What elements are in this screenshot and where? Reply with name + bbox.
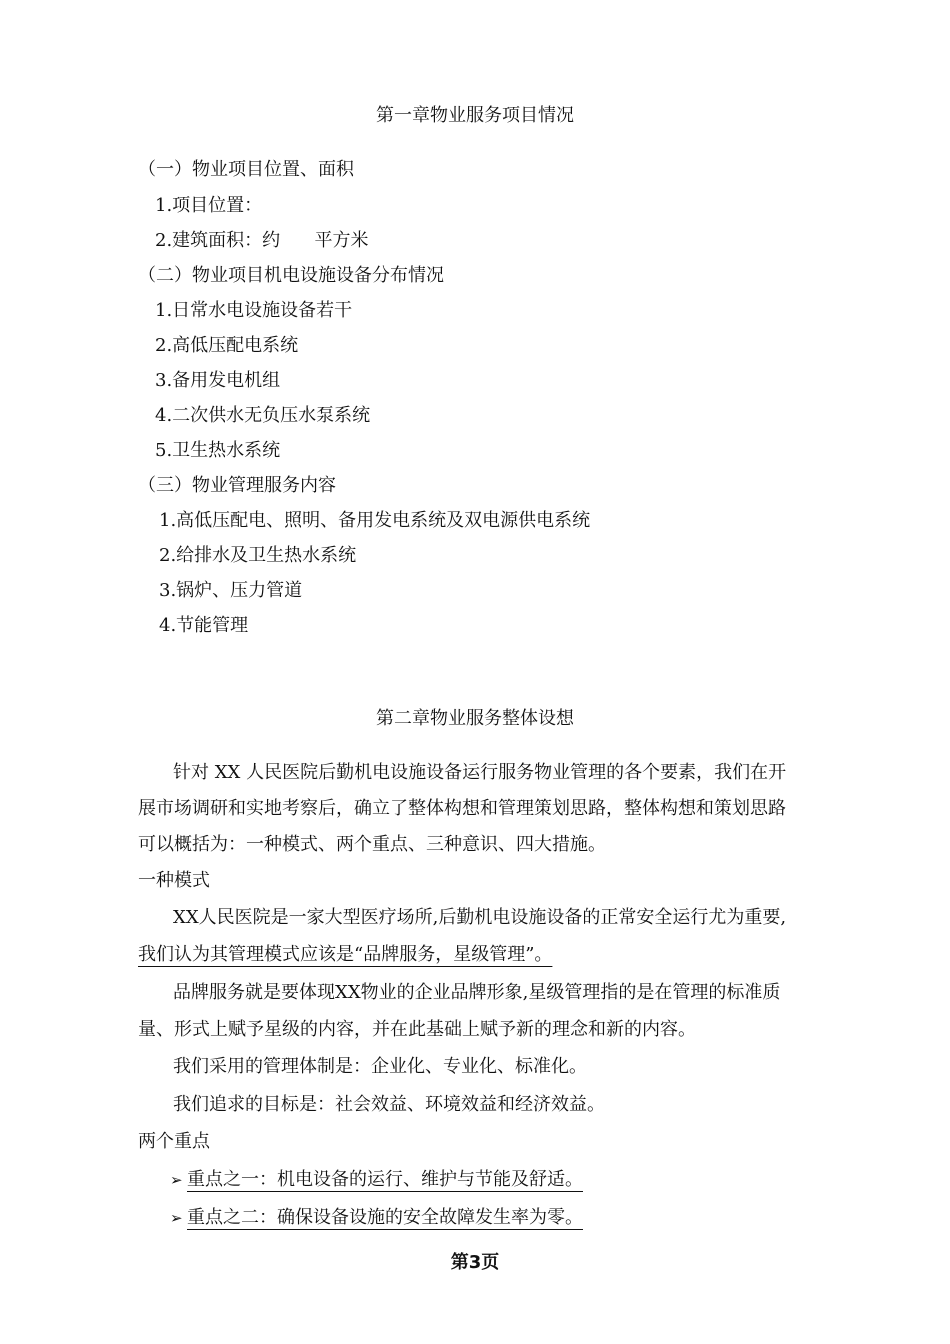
list-item: 2.高低压配电系统 [155,335,299,356]
page-number: 第3页 [450,1252,500,1273]
intro-paragraph-line: 针对 XX 人民医院后勤机电设施设备运行服务物业管理的各个要素，我们在开 [173,762,787,783]
list-item: 1.项目位置： [155,195,263,216]
subheading-one-mode: 一种模式 [138,870,210,891]
list-item: 3.备用发电机组 [155,370,281,391]
section-2-heading: （二）物业项目机电设施设备分布情况 [138,265,444,286]
paragraph-line: 品牌服务就是要体现XX物业的企业品牌形象,星级管理指的是在管理的标准质 [173,982,781,1003]
paragraph-line: 我们采用的管理体制是：企业化、专业化、标准化。 [173,1056,587,1077]
section-1-heading: （一）物业项目位置、面积 [138,159,354,180]
chapter-1-title: 第一章物业服务项目情况 [376,105,574,126]
intro-paragraph-line: 可以概括为：一种模式、两个重点、三种意识、四大措施。 [138,834,606,855]
list-item: 5.卫生热水系统 [155,440,281,461]
paragraph-line: XX人民医院是一家大型医疗场所,后勤机电设施设备的正常安全运行尤为重要, [173,907,787,928]
list-item: 1.日常水电设施设备若干 [155,300,353,321]
list-item: 2.建筑面积：约 平方米 [155,230,369,251]
subheading-two-points: 两个重点 [138,1131,210,1152]
intro-paragraph-line: 展市场调研和实地考察后，确立了整体构想和管理策划思路，整体构想和策划思路 [138,798,786,819]
section-3-heading: （三）物业管理服务内容 [138,475,336,496]
paragraph-line: 量、形式上赋予星级的内容，并在此基础上赋予新的理念和新的内容。 [138,1019,696,1040]
chapter-2-title: 第二章物业服务整体设想 [376,708,574,729]
paragraph-line-underlined: 我们认为其管理模式应该是“品牌服务，星级管理”。 [138,944,553,965]
list-item: 4.节能管理 [159,615,249,636]
list-item: 2.给排水及卫生热水系统 [159,545,357,566]
list-item: 4.二次供水无负压水泵系统 [155,405,371,426]
list-item: 3.锅炉、压力管道 [159,580,303,601]
list-item: 1.高低压配电、照明、备用发电系统及双电源供电系统 [159,510,591,531]
paragraph-line: 我们追求的目标是：社会效益、环境效益和经济效益。 [173,1094,605,1115]
arrow-bullet-icon: ➢ [170,1171,183,1189]
key-point-underlined: 重点之二：确保设备设施的安全故障发生率为零。 [187,1207,583,1228]
arrow-bullet-icon: ➢ [170,1209,183,1227]
key-point-underlined: 重点之一：机电设备的运行、维护与节能及舒适。 [187,1169,583,1190]
